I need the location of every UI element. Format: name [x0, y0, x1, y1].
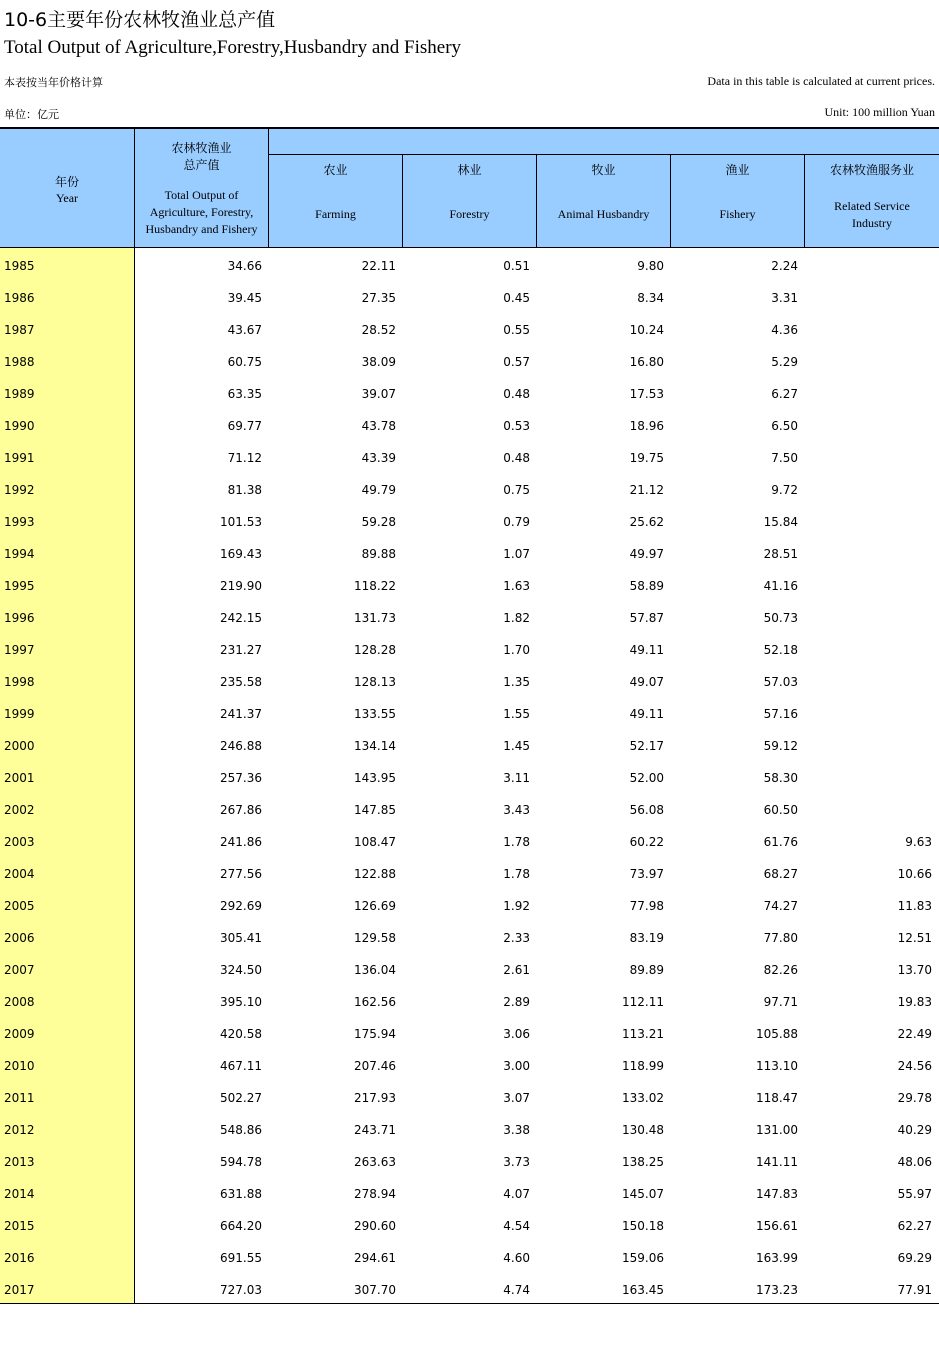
- cell-farming: 243.71: [354, 1123, 396, 1137]
- cell-total-output: 727.03: [220, 1283, 262, 1297]
- cell-year: 2000: [4, 739, 35, 753]
- cell-animal-husbandry: 145.07: [622, 1187, 664, 1201]
- header-forest: [403, 155, 536, 248]
- cell-forestry: 1.35: [503, 675, 530, 689]
- cell-fishery: 28.51: [763, 547, 798, 561]
- cell-farming: 175.94: [354, 1027, 396, 1041]
- cell-forestry: 1.78: [503, 835, 530, 849]
- cell-year: 2006: [4, 931, 35, 945]
- cell-farming: 133.55: [354, 707, 396, 721]
- cell-total-output: 169.43: [220, 547, 262, 561]
- cell-related-service: 9.63: [905, 835, 932, 849]
- table-row: [0, 473, 939, 505]
- cell-year: 2003: [4, 835, 35, 849]
- cell-forestry: 0.45: [503, 291, 530, 305]
- table-row: [0, 1081, 939, 1113]
- header-divider: [268, 129, 269, 248]
- cell-year: 1989: [4, 387, 35, 401]
- cell-animal-husbandry: 18.96: [629, 419, 664, 433]
- cell-total-output: 231.27: [220, 643, 262, 657]
- header-total-en-1: Total Output of: [164, 188, 239, 202]
- cell-forestry: 1.55: [503, 707, 530, 721]
- cell-animal-husbandry: 57.87: [629, 611, 664, 625]
- header-group: [268, 129, 939, 154]
- cell-year: 2014: [4, 1187, 35, 1201]
- cell-animal-husbandry: 10.24: [629, 323, 664, 337]
- cell-related-service: 13.70: [897, 963, 932, 977]
- cell-year: 2008: [4, 995, 35, 1009]
- cell-year: 1992: [4, 483, 35, 497]
- cell-forestry: 4.07: [503, 1187, 530, 1201]
- table-row: [0, 537, 939, 569]
- cell-total-output: 241.86: [220, 835, 262, 849]
- unit-note-cn: 单位：亿元: [4, 108, 59, 121]
- cell-farming: 278.94: [354, 1187, 396, 1201]
- cell-fishery: 4.36: [771, 323, 798, 337]
- header-total-cn-1: 农林牧渔业: [171, 141, 232, 155]
- cell-year: 2013: [4, 1155, 35, 1169]
- cell-year: 1991: [4, 451, 35, 465]
- cell-year: 1996: [4, 611, 35, 625]
- cell-farming: 131.73: [354, 611, 396, 625]
- cell-year: 2002: [4, 803, 35, 817]
- table-row: [0, 569, 939, 601]
- cell-forestry: 0.53: [503, 419, 530, 433]
- cell-farming: 129.58: [354, 931, 396, 945]
- table-row: [0, 1177, 939, 1209]
- cell-animal-husbandry: 163.45: [622, 1283, 664, 1297]
- header-fish: [671, 155, 804, 248]
- cell-year: 2007: [4, 963, 35, 977]
- header-year-cn: 年份: [54, 175, 79, 189]
- table-row: [0, 633, 939, 665]
- cell-year: 2015: [4, 1219, 35, 1233]
- table-row: [0, 857, 939, 889]
- cell-forestry: 0.48: [503, 387, 530, 401]
- cell-fishery: 6.50: [771, 419, 798, 433]
- table-row: [0, 793, 939, 825]
- cell-farming: 43.78: [361, 419, 396, 433]
- cell-total-output: 292.69: [220, 899, 262, 913]
- cell-year: 1986: [4, 291, 35, 305]
- cell-farming: 290.60: [354, 1219, 396, 1233]
- table-row: [0, 441, 939, 473]
- table-row: [0, 281, 939, 313]
- cell-fishery: 57.03: [763, 675, 798, 689]
- cell-animal-husbandry: 19.75: [629, 451, 664, 465]
- table-row: [0, 601, 939, 633]
- cell-fishery: 7.50: [771, 451, 798, 465]
- header-animal-en: Animal Husbandry: [557, 207, 650, 221]
- cell-farming: 217.93: [354, 1091, 396, 1105]
- cell-total-output: 502.27: [220, 1091, 262, 1105]
- cell-total-output: 34.66: [227, 259, 262, 273]
- table-row: [0, 1049, 939, 1081]
- cell-forestry: 0.48: [503, 451, 530, 465]
- cell-farming: 128.13: [354, 675, 396, 689]
- header-animal-cn: 牧业: [591, 163, 616, 177]
- cell-year: 2016: [4, 1251, 35, 1265]
- table-row: [0, 1113, 939, 1145]
- cell-total-output: 219.90: [220, 579, 262, 593]
- cell-total-output: 241.37: [220, 707, 262, 721]
- cell-total-output: 691.55: [220, 1251, 262, 1265]
- cell-year: 2011: [4, 1091, 35, 1105]
- table-row: [0, 1145, 939, 1177]
- cell-year: 2017: [4, 1283, 35, 1297]
- cell-forestry: 0.55: [503, 323, 530, 337]
- cell-animal-husbandry: 21.12: [629, 483, 664, 497]
- cell-farming: 162.56: [354, 995, 396, 1009]
- cell-year: 2009: [4, 1027, 35, 1041]
- cell-total-output: 63.35: [227, 387, 262, 401]
- cell-farming: 128.28: [354, 643, 396, 657]
- cell-forestry: 1.45: [503, 739, 530, 753]
- cell-farming: 126.69: [354, 899, 396, 913]
- cell-related-service: 10.66: [897, 867, 932, 881]
- cell-fishery: 61.76: [763, 835, 798, 849]
- cell-year: 1998: [4, 675, 35, 689]
- cell-farming: 89.88: [361, 547, 396, 561]
- header-year: [0, 129, 134, 248]
- cell-related-service: 19.83: [897, 995, 932, 1009]
- cell-fishery: 147.83: [756, 1187, 798, 1201]
- table-row: [0, 921, 939, 953]
- cell-farming: 49.79: [361, 483, 396, 497]
- cell-fishery: 6.27: [771, 387, 798, 401]
- cell-farming: 134.14: [354, 739, 396, 753]
- cell-farming: 39.07: [361, 387, 396, 401]
- cell-related-service: 69.29: [897, 1251, 932, 1265]
- cell-farming: 27.35: [361, 291, 396, 305]
- cell-forestry: 3.11: [503, 771, 530, 785]
- cell-related-service: 77.91: [897, 1283, 932, 1297]
- header-forest-cn: 林业: [457, 163, 482, 177]
- table-row: [0, 409, 939, 441]
- cell-animal-husbandry: 89.89: [629, 963, 664, 977]
- cell-year: 2010: [4, 1059, 35, 1073]
- cell-total-output: 631.88: [220, 1187, 262, 1201]
- header-total-en-3: Husbandry and Fishery: [145, 222, 258, 236]
- cell-fishery: 97.71: [763, 995, 798, 1009]
- table-row: [0, 1209, 939, 1241]
- cell-related-service: 62.27: [897, 1219, 932, 1233]
- cell-total-output: 594.78: [220, 1155, 262, 1169]
- header-farm: [269, 155, 402, 248]
- cell-forestry: 0.51: [503, 259, 530, 273]
- cell-fishery: 131.00: [756, 1123, 798, 1137]
- cell-farming: 38.09: [361, 355, 396, 369]
- cell-forestry: 3.07: [503, 1091, 530, 1105]
- header-total: [135, 129, 268, 248]
- header-divider: [536, 154, 537, 248]
- cell-fishery: 5.29: [771, 355, 798, 369]
- cell-animal-husbandry: 52.00: [629, 771, 664, 785]
- cell-forestry: 4.74: [503, 1283, 530, 1297]
- cell-total-output: 43.67: [227, 323, 262, 337]
- table-row: [0, 249, 939, 281]
- cell-animal-husbandry: 159.06: [622, 1251, 664, 1265]
- cell-forestry: 0.75: [503, 483, 530, 497]
- cell-farming: 22.11: [361, 259, 396, 273]
- page-title-en: Total Output of Agriculture,Forestry,Husbandry and Fishery: [4, 37, 462, 58]
- cell-year: 1987: [4, 323, 35, 337]
- page-title-cn: 10-6主要年份农林牧渔业总产值: [4, 9, 276, 31]
- cell-fishery: 68.27: [763, 867, 798, 881]
- header-service-en-2: Industry: [852, 216, 892, 230]
- cell-fishery: 59.12: [763, 739, 798, 753]
- cell-forestry: 1.70: [503, 643, 530, 657]
- header-year-en: Year: [55, 191, 79, 205]
- cell-animal-husbandry: 83.19: [629, 931, 664, 945]
- cell-forestry: 0.57: [503, 355, 530, 369]
- cell-year: 1999: [4, 707, 35, 721]
- cell-animal-husbandry: 16.80: [629, 355, 664, 369]
- table-row: [0, 761, 939, 793]
- header-farm-en: Farming: [315, 207, 356, 221]
- cell-year: 2001: [4, 771, 35, 785]
- cell-animal-husbandry: 8.34: [637, 291, 664, 305]
- cell-farming: 28.52: [361, 323, 396, 337]
- cell-animal-husbandry: 133.02: [622, 1091, 664, 1105]
- table-row: [0, 985, 939, 1017]
- cell-forestry: 1.78: [503, 867, 530, 881]
- cell-total-output: 60.75: [227, 355, 262, 369]
- cell-related-service: 11.83: [897, 899, 932, 913]
- cell-related-service: 22.49: [897, 1027, 932, 1041]
- cell-fishery: 9.72: [771, 483, 798, 497]
- header-total-cn-2: 总产值: [183, 158, 220, 172]
- cell-total-output: 69.77: [227, 419, 262, 433]
- cell-animal-husbandry: 52.17: [629, 739, 664, 753]
- table-row: [0, 697, 939, 729]
- cell-forestry: 3.06: [503, 1027, 530, 1041]
- table-top-rule: [0, 127, 939, 129]
- table-row: [0, 313, 939, 345]
- cell-farming: 118.22: [354, 579, 396, 593]
- cell-farming: 147.85: [354, 803, 396, 817]
- cell-related-service: 48.06: [897, 1155, 932, 1169]
- price-note-cn: 本表按当年价格计算: [4, 76, 103, 89]
- header-divider: [804, 154, 805, 248]
- cell-animal-husbandry: 49.11: [629, 643, 664, 657]
- cell-forestry: 4.60: [503, 1251, 530, 1265]
- cell-fishery: 118.47: [756, 1091, 798, 1105]
- cell-fishery: 156.61: [756, 1219, 798, 1233]
- cell-forestry: 3.00: [503, 1059, 530, 1073]
- cell-fishery: 60.50: [763, 803, 798, 817]
- header-service-cn: 农林牧渔服务业: [829, 163, 914, 177]
- cell-total-output: 305.41: [220, 931, 262, 945]
- cell-related-service: 24.56: [897, 1059, 932, 1073]
- cell-fishery: 50.73: [763, 611, 798, 625]
- header-animal: [537, 155, 670, 248]
- cell-forestry: 1.07: [503, 547, 530, 561]
- cell-total-output: 101.53: [220, 515, 262, 529]
- cell-year: 2005: [4, 899, 35, 913]
- cell-forestry: 1.92: [503, 899, 530, 913]
- cell-farming: 143.95: [354, 771, 396, 785]
- header-total-en-2: Agriculture, Forestry,: [149, 205, 254, 219]
- cell-total-output: 467.11: [220, 1059, 262, 1073]
- cell-total-output: 664.20: [220, 1219, 262, 1233]
- cell-year: 1985: [4, 259, 35, 273]
- cell-forestry: 3.73: [503, 1155, 530, 1169]
- table-row: [0, 1241, 939, 1273]
- cell-year: 1990: [4, 419, 35, 433]
- header-divider: [670, 154, 671, 248]
- cell-animal-husbandry: 77.98: [629, 899, 664, 913]
- table-row: [0, 889, 939, 921]
- header-divider: [402, 154, 403, 248]
- cell-fishery: 82.26: [763, 963, 798, 977]
- cell-year: 1995: [4, 579, 35, 593]
- cell-animal-husbandry: 60.22: [629, 835, 664, 849]
- unit-note-en: Unit: 100 million Yuan: [824, 105, 935, 119]
- cell-total-output: 81.38: [227, 483, 262, 497]
- header-forest-en: Forestry: [449, 207, 490, 221]
- cell-year: 1994: [4, 547, 35, 561]
- cell-fishery: 141.11: [756, 1155, 798, 1169]
- cell-animal-husbandry: 49.97: [629, 547, 664, 561]
- cell-total-output: 246.88: [220, 739, 262, 753]
- cell-farming: 136.04: [354, 963, 396, 977]
- cell-farming: 43.39: [361, 451, 396, 465]
- cell-total-output: 548.86: [220, 1123, 262, 1137]
- cell-total-output: 235.58: [220, 675, 262, 689]
- cell-total-output: 71.12: [227, 451, 262, 465]
- cell-forestry: 4.54: [503, 1219, 530, 1233]
- table-row: [0, 1017, 939, 1049]
- cell-fishery: 105.88: [756, 1027, 798, 1041]
- table-row: [0, 729, 939, 761]
- cell-fishery: 173.23: [756, 1283, 798, 1297]
- cell-animal-husbandry: 49.07: [629, 675, 664, 689]
- cell-animal-husbandry: 113.21: [622, 1027, 664, 1041]
- cell-farming: 263.63: [354, 1155, 396, 1169]
- cell-fishery: 41.16: [763, 579, 798, 593]
- cell-total-output: 257.36: [220, 771, 262, 785]
- table-row: [0, 1273, 939, 1305]
- table-row: [0, 825, 939, 857]
- header-fish-en: Fishery: [719, 207, 756, 221]
- header-bottom-rule: [0, 247, 939, 248]
- cell-fishery: 113.10: [756, 1059, 798, 1073]
- cell-animal-husbandry: 49.11: [629, 707, 664, 721]
- cell-total-output: 277.56: [220, 867, 262, 881]
- cell-animal-husbandry: 138.25: [622, 1155, 664, 1169]
- cell-year: 1988: [4, 355, 35, 369]
- header-service: [805, 155, 939, 248]
- cell-year: 2012: [4, 1123, 35, 1137]
- header-group-rule: [268, 154, 939, 155]
- price-note-en: Data in this table is calculated at current prices.: [707, 74, 935, 88]
- cell-fishery: 77.80: [763, 931, 798, 945]
- cell-year: 1993: [4, 515, 35, 529]
- cell-forestry: 2.61: [503, 963, 530, 977]
- cell-fishery: 57.16: [763, 707, 798, 721]
- cell-farming: 294.61: [354, 1251, 396, 1265]
- cell-related-service: 12.51: [897, 931, 932, 945]
- cell-forestry: 2.89: [503, 995, 530, 1009]
- cell-total-output: 39.45: [227, 291, 262, 305]
- cell-farming: 307.70: [354, 1283, 396, 1297]
- cell-animal-husbandry: 9.80: [637, 259, 664, 273]
- cell-forestry: 3.38: [503, 1123, 530, 1137]
- cell-fishery: 74.27: [763, 899, 798, 913]
- cell-fishery: 58.30: [763, 771, 798, 785]
- cell-animal-husbandry: 150.18: [622, 1219, 664, 1233]
- cell-animal-husbandry: 112.11: [622, 995, 664, 1009]
- cell-forestry: 2.33: [503, 931, 530, 945]
- cell-farming: 59.28: [361, 515, 396, 529]
- cell-total-output: 324.50: [220, 963, 262, 977]
- cell-year: 1997: [4, 643, 35, 657]
- cell-animal-husbandry: 17.53: [629, 387, 664, 401]
- cell-total-output: 267.86: [220, 803, 262, 817]
- cell-year: 2004: [4, 867, 35, 881]
- cell-related-service: 55.97: [897, 1187, 932, 1201]
- cell-related-service: 29.78: [897, 1091, 932, 1105]
- cell-animal-husbandry: 73.97: [629, 867, 664, 881]
- cell-farming: 122.88: [354, 867, 396, 881]
- cell-fishery: 2.24: [771, 259, 798, 273]
- cell-total-output: 242.15: [220, 611, 262, 625]
- cell-total-output: 395.10: [220, 995, 262, 1009]
- cell-forestry: 1.63: [503, 579, 530, 593]
- cell-related-service: 40.29: [897, 1123, 932, 1137]
- table-row: [0, 377, 939, 409]
- header-service-en-1: Related Service: [834, 199, 910, 213]
- cell-forestry: 3.43: [503, 803, 530, 817]
- header-farm-cn: 农业: [323, 163, 348, 177]
- cell-animal-husbandry: 118.99: [622, 1059, 664, 1073]
- table-row: [0, 953, 939, 985]
- cell-total-output: 420.58: [220, 1027, 262, 1041]
- table-row: [0, 345, 939, 377]
- cell-forestry: 0.79: [503, 515, 530, 529]
- table-row: [0, 665, 939, 697]
- cell-animal-husbandry: 56.08: [629, 803, 664, 817]
- cell-fishery: 52.18: [763, 643, 798, 657]
- header-fish-cn: 渔业: [725, 163, 750, 177]
- cell-fishery: 3.31: [771, 291, 798, 305]
- cell-forestry: 1.82: [503, 611, 530, 625]
- cell-fishery: 163.99: [756, 1251, 798, 1265]
- cell-animal-husbandry: 130.48: [622, 1123, 664, 1137]
- cell-animal-husbandry: 58.89: [629, 579, 664, 593]
- cell-farming: 108.47: [354, 835, 396, 849]
- cell-fishery: 15.84: [763, 515, 798, 529]
- cell-farming: 207.46: [354, 1059, 396, 1073]
- cell-animal-husbandry: 25.62: [629, 515, 664, 529]
- table-row: [0, 505, 939, 537]
